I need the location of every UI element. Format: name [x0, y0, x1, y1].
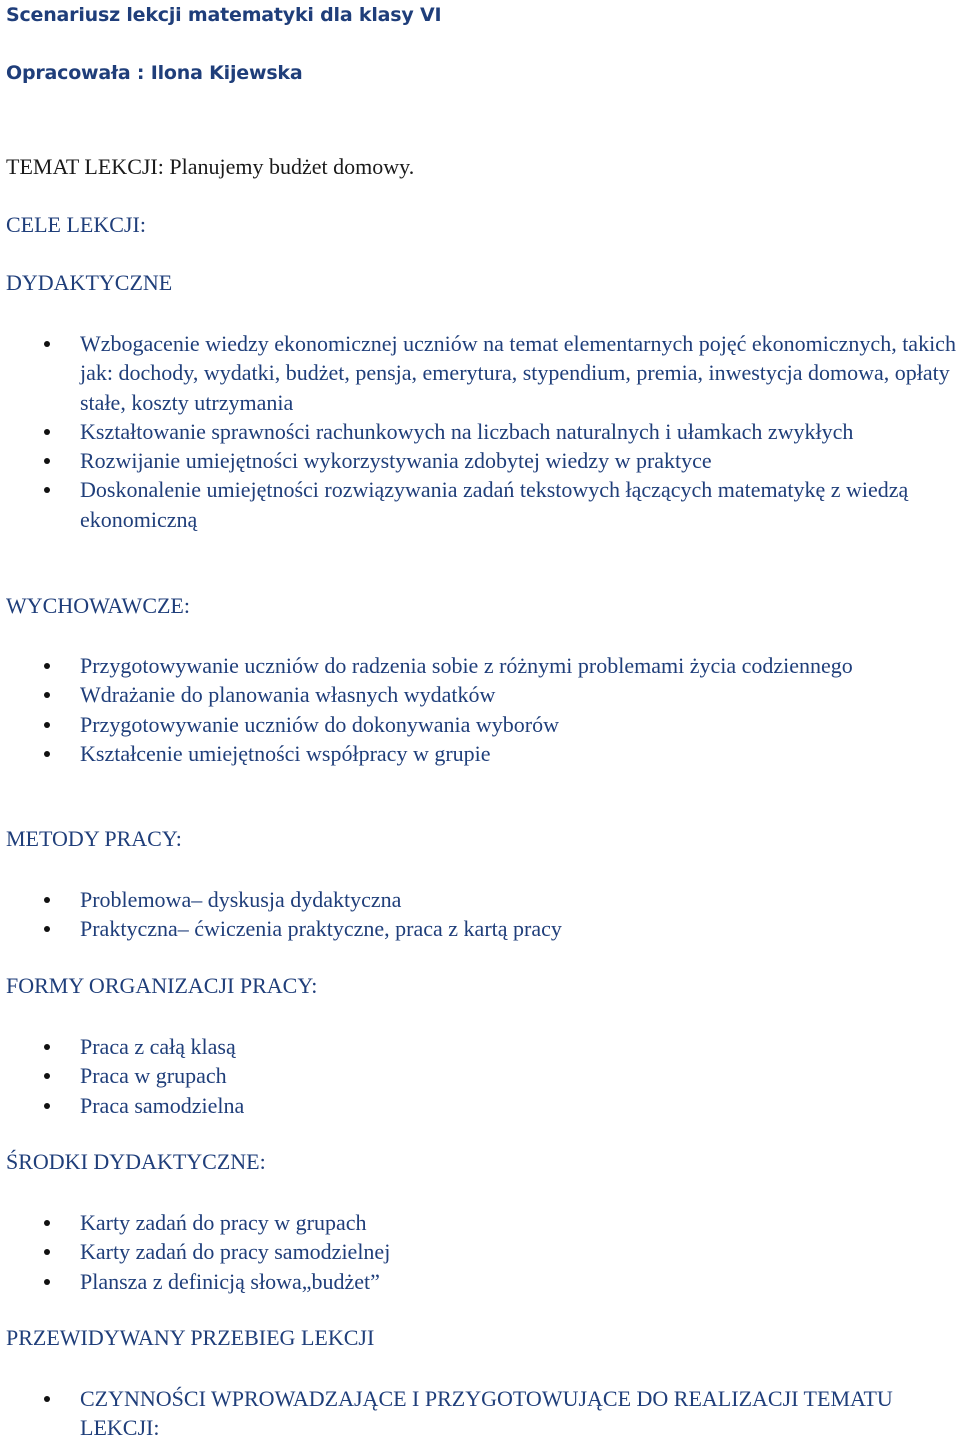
bullet-icon [44, 429, 50, 435]
educational-heading: WYCHOWAWCZE: [6, 593, 190, 618]
methods-heading: METODY PRACY: [6, 826, 182, 851]
bullet-icon [44, 1103, 50, 1109]
forms-item: Praca samodzielna [0, 1091, 960, 1120]
lesson-topic-value: Planujemy budżet domowy. [163, 154, 415, 179]
bullet-icon [44, 692, 50, 698]
goals-heading: CELE LEKCJI: [6, 212, 146, 237]
educational-list [0, 651, 960, 768]
bullet-icon [44, 897, 50, 903]
bullet-icon [44, 1073, 50, 1079]
resources-item: Plansza z definicją słowa„budżet” [0, 1267, 960, 1296]
document-title: Scenariusz lekcji matematyki dla klasy VI [6, 4, 442, 26]
forms-list [0, 1032, 960, 1120]
didactic-item: Doskonalenie umiejętności rozwiązywania zadań tekstowych łączących matematykę z wiedzą ekonomiczną [0, 475, 960, 534]
bullet-icon [44, 458, 50, 464]
forms-heading: FORMY ORGANIZACJI PRACY: [6, 973, 318, 998]
lesson-topic-label: TEMAT LEKCJI: [6, 154, 164, 179]
methods-list [0, 885, 960, 944]
didactic-item: Wzbogacenie wiedzy ekonomicznej uczniów na temat elementarnych pojęć ekonomicznych, takich jak: dochody, wydatki, budżet, pensja, emerytura, stypendium, premia, inwestycja domowa, opłaty stałe, koszty utrzymania [0, 329, 960, 417]
methods-item: Praktyczna– ćwiczenia praktyczne, praca z kartą pracy [0, 914, 960, 943]
educational-item: Przygotowywanie uczniów do radzenia sobie z różnymi problemami życia codziennego [0, 651, 960, 680]
educational-item: Przygotowywanie uczniów do dokonywania wyborów [0, 710, 960, 739]
resources-item: Karty zadań do pracy w grupach [0, 1208, 960, 1237]
bullet-icon [44, 926, 50, 932]
resources-heading: ŚRODKI DYDAKTYCZNE: [6, 1149, 266, 1174]
document-author: Opracowała : Ilona Kijewska [6, 62, 303, 84]
bullet-icon [44, 487, 50, 493]
methods-item: Problemowa– dyskusja dydaktyczna [0, 885, 960, 914]
bullet-icon [44, 1249, 50, 1255]
didactic-item: Rozwijanie umiejętności wykorzystywania zdobytej wiedzy w praktyce [0, 446, 960, 475]
didactic-heading: DYDAKTYCZNE [6, 270, 173, 295]
didactic-list [0, 329, 960, 534]
bullet-icon [44, 663, 50, 669]
lesson-topic [6, 154, 414, 180]
resources-item: Karty zadań do pracy samodzielnej [0, 1237, 960, 1266]
educational-item: Wdrażanie do planowania własnych wydatków [0, 680, 960, 709]
resources-list [0, 1208, 960, 1296]
bullet-icon [44, 722, 50, 728]
bullet-icon [44, 341, 50, 347]
course-list [0, 1384, 960, 1443]
bullet-icon [44, 1044, 50, 1050]
bullet-icon [44, 751, 50, 757]
bullet-icon [44, 1220, 50, 1226]
educational-item: Kształcenie umiejętności współpracy w grupie [0, 739, 960, 768]
didactic-item: Kształtowanie sprawności rachunkowych na liczbach naturalnych i ułamkach zwykłych [0, 417, 960, 446]
bullet-icon [44, 1396, 50, 1402]
bullet-icon [44, 1279, 50, 1285]
forms-item: Praca z całą klasą [0, 1032, 960, 1061]
course-item: CZYNNOŚCI WPROWADZAJĄCE I PRZYGOTOWUJĄCE DO REALIZACJI TEMATU LEKCJI: [0, 1384, 960, 1443]
forms-item: Praca w grupach [0, 1061, 960, 1090]
course-heading: PRZEWIDYWANY PRZEBIEG LEKCJI [6, 1325, 375, 1350]
